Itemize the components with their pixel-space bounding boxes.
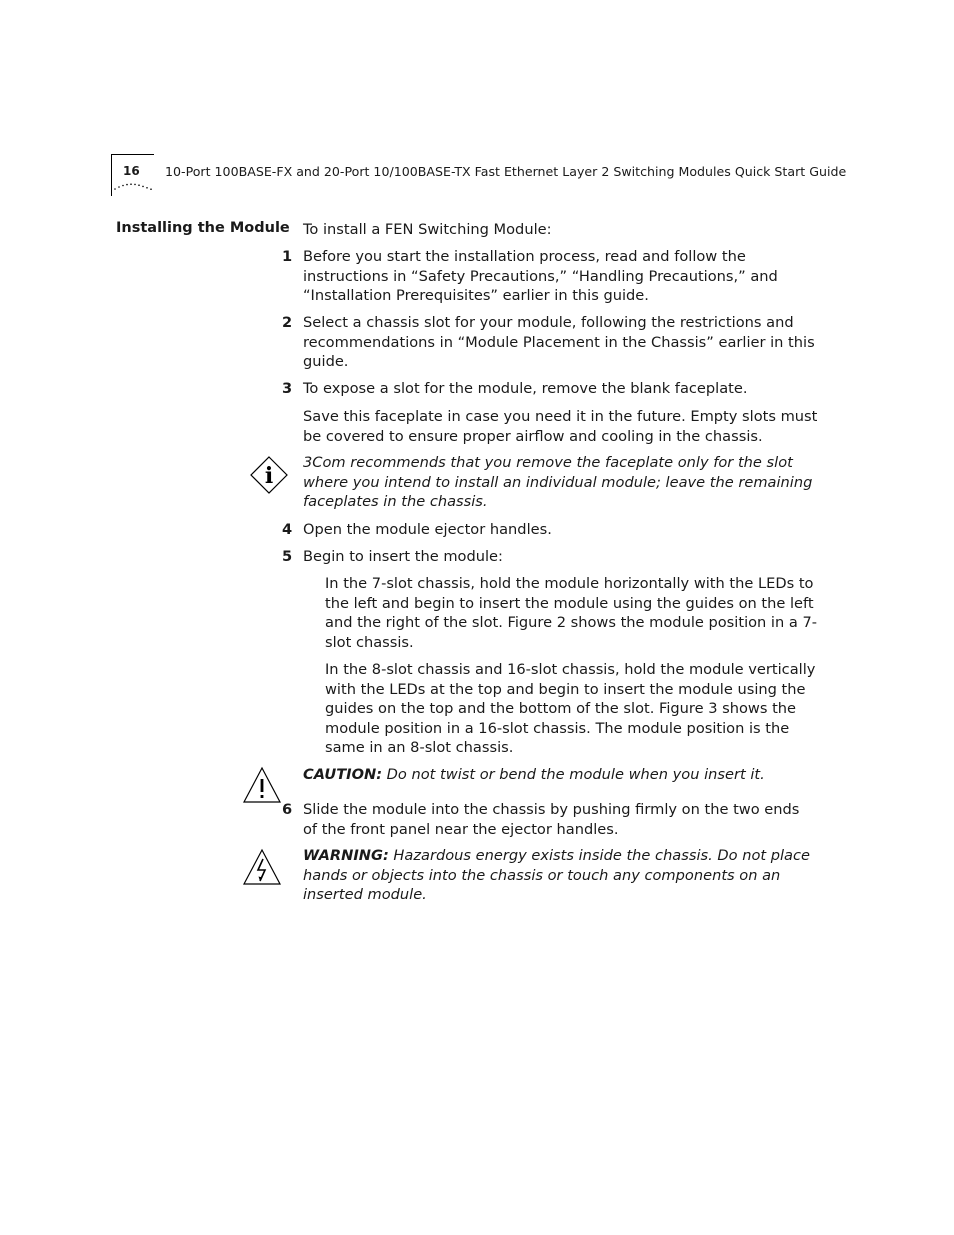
caution-label: CAUTION:: [303, 766, 383, 783]
header-horizontal-rule: [111, 154, 154, 155]
step-number: 1: [282, 248, 293, 265]
step-note: Save this faceplate in case you need it in the future. Empty slots must be covered to ensure proper airflow and cooling in the chassis.: [303, 408, 818, 445]
running-header-title: 10-Port 100BASE-FX and 20-Port 10/100BASE-TX Fast Ethernet Layer 2 Switching Modules Quick Start Guide: [165, 164, 847, 179]
step-subparagraph: In the 8-slot chassis and 16-slot chassis, hold the module vertically with the LEDs at the top and begin to insert the module using the guides on the top and the bottom of the slot. Figure 3 shows the module position in a 16-slot chassis. The module position is the same in an 8-slot chassis.: [325, 661, 816, 757]
step-text: Open the module ejector handles.: [303, 521, 552, 538]
section-intro: To install a FEN Switching Module:: [303, 221, 552, 238]
electrical-hazard-icon: [242, 848, 282, 886]
info-icon: [250, 456, 288, 494]
warning-label: WARNING:: [303, 847, 389, 864]
step-text: To expose a slot for the module, remove the blank faceplate.: [303, 380, 748, 397]
info-note: 3Com recommends that you remove the faceplate only for the slot where you intend to install an individual module; leave the remaining faceplates in the chassis.: [303, 454, 813, 511]
page-number: 16: [123, 164, 140, 178]
step-number: 3: [282, 380, 293, 397]
warning-note: [303, 846, 818, 905]
header-vertical-rule: [111, 154, 112, 196]
step-number: 2: [282, 314, 293, 331]
step-text: Slide the module into the chassis by pushing firmly on the two ends of the front panel near the ejector handles.: [303, 801, 800, 838]
step-text: Select a chassis slot for your module, following the restrictions and recommendations in “Module Placement in the Chassis” earlier in this guide.: [303, 314, 815, 371]
caution-note: [303, 765, 818, 785]
dotted-swoosh-icon: [113, 181, 155, 191]
svg-text:i: i: [264, 463, 274, 489]
step-subparagraph: In the 7-slot chassis, hold the module horizontally with the LEDs to the left and begin to insert the module using the guides on the left and the right of the slot. Figure 2 shows the module position in a 7-slot chassis.: [325, 575, 818, 651]
step-text: Begin to insert the module:: [303, 548, 503, 565]
step-number: 6: [282, 801, 293, 818]
warning-text: Hazardous energy exists inside the chassis. Do not place hands or objects into the chassis or touch any components on an inserted module.: [303, 847, 811, 904]
step-number: 4: [282, 521, 293, 538]
section-title: Installing the Module: [116, 220, 290, 236]
caution-triangle-icon: [242, 766, 282, 804]
step-text: Before you start the installation process, read and follow the instructions in “Safety Precautions,” “Handling Precautions,” and “Installation Prerequisites” earlier in this guide.: [303, 248, 778, 305]
caution-text: Do not twist or bend the module when you insert it.: [382, 766, 765, 783]
step-number: 5: [282, 548, 293, 565]
